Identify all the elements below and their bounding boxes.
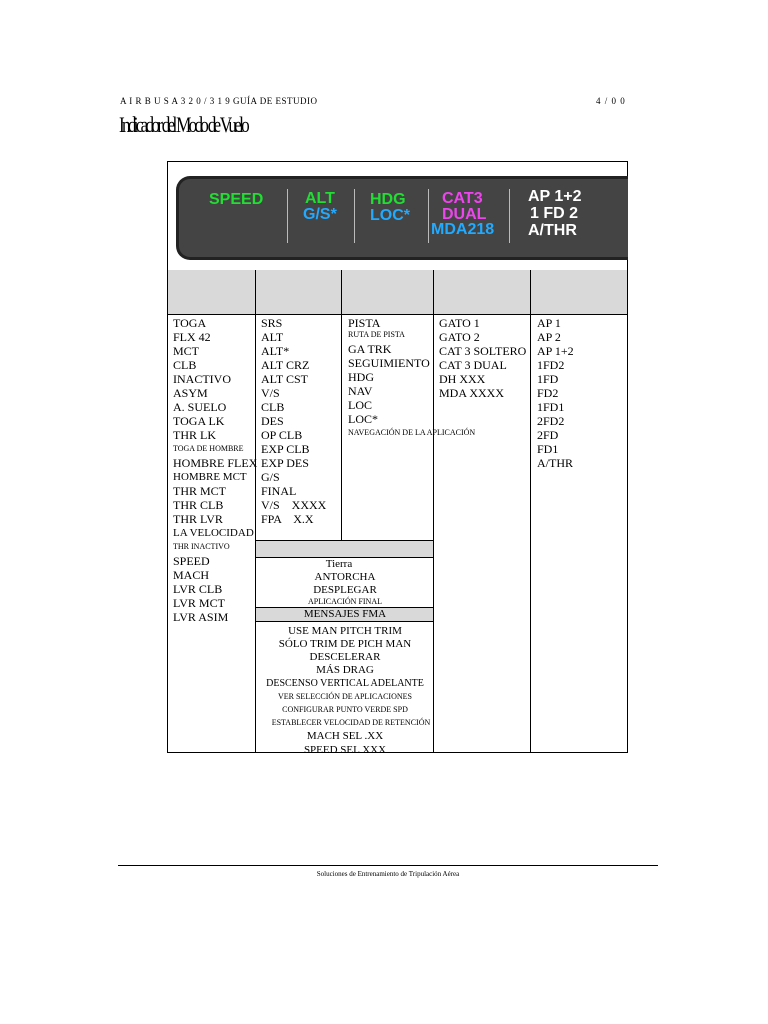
list-item: GATO 1 [439,316,480,330]
fma-messages-list [256,625,434,757]
section-band [256,541,433,557]
list-item: MACH SEL .XX [306,730,384,742]
list-item: PISTA [348,316,381,330]
list-item: LA VELOCIDAD [173,527,254,539]
list-item: ANTORCHA [314,571,376,583]
vertical-modes-column [261,316,326,526]
list-item: DESPLEGAR [313,584,377,596]
list-item: TOGA DE HOMBRE [173,444,244,453]
list-item: 1FD1 [537,400,565,414]
list-item: 2FD [537,428,559,442]
list-item: AP 1+2 [537,344,574,358]
list-item: A. SUELO [173,400,227,414]
list-item: THR MCT [173,484,227,498]
list-item: RUTA DE PISTA [348,330,405,339]
list-item: MÁS DRAG [316,664,374,676]
list-item: MDA XXXX [439,386,505,400]
list-item: SRS [261,316,283,330]
list-item: MCT [173,344,200,358]
list-item: ESTABLECER VELOCIDAD DE RETENCIÓN [271,718,431,727]
list-item: LVR ASIM [173,610,229,624]
list-item: DESCENSO VERTICAL ADELANTE [266,678,424,689]
list-item: HDG [348,370,374,384]
column-header [168,270,255,314]
list-item: THR LK [173,428,216,442]
list-item: SEGUIMIENTO [348,356,430,370]
list-item: AP 1 [537,316,561,330]
list-item: USE MAN PITCH TRIM [288,625,402,637]
list-item: LVR CLB [173,582,223,596]
list-item: VER SELECCIÓN DE APLICACIONES [277,692,412,701]
list-item: ALT* [261,344,290,358]
fma-approach-type: DUAL [442,206,487,223]
list-item: LOC [348,398,372,412]
column-header [531,270,627,314]
grid-line [167,314,628,315]
list-item: SPEED [173,554,210,568]
list-item: SPEED SEL XXX [303,744,387,756]
list-item: FINAL [261,484,297,498]
list-item: 2FD2 [537,414,565,428]
list-item: HOMBRE MCT [173,471,247,483]
list-item: EXP CLB [261,442,310,456]
list-item: TOGA [173,316,207,330]
list-item: CAT 3 DUAL [439,358,507,372]
fma-vertical-mode: ALT [305,190,335,207]
list-item: FLX 42 [173,330,211,344]
fma-speed-mode: SPEED [209,191,264,208]
list-item: V/S XXXX [261,498,327,512]
list-item: EXP DES [261,456,309,470]
list-item: FD2 [537,386,559,400]
list-item: ALT CRZ [261,358,310,372]
document-header: A I R B U S A 3 2 0 / 3 1 9 GUÍA DE ESTUDIO [120,96,318,106]
fma-autopilot: AP 1+2 [528,188,582,205]
fma-separator [509,189,510,243]
grid-line [530,270,531,753]
footer-divider [118,865,658,866]
fma-lateral-mode: HDG [370,191,406,208]
list-item: CAT 3 SOLTERO [439,344,527,358]
list-item: 1FD [537,372,559,386]
grid-line [341,270,342,540]
list-item: A/THR [537,456,573,470]
list-item: V/S [261,386,280,400]
column-header [342,270,433,314]
list-item: NAV [348,384,373,398]
list-item: CLB [173,358,197,372]
page-footer: Soluciones de Entrenamiento de Tripulación Aérea [316,870,460,878]
column-header [256,270,341,314]
list-item: SÓLO TRIM DE PICH MAN [278,638,412,650]
list-item: CLB [261,400,285,414]
list-item: ASYM [173,386,208,400]
list-item: DH XXX [439,372,486,386]
list-item: MACH [173,568,210,582]
fma-display-panel [176,176,628,260]
page-title: Indicador del Modo de Vuelo [119,112,247,137]
fma-vertical-armed: G/S* [303,206,337,223]
fma-autothrust: A/THR [528,222,577,239]
fma-separator [428,189,429,243]
list-item: FD1 [537,442,559,456]
list-item: OP CLB [261,428,303,442]
autothrust-modes-column [173,316,257,624]
list-item: NAVEGACIÓN DE LA APLICACIÓN [348,428,476,437]
column-header [434,270,530,314]
list-item: HOMBRE FLEX [173,456,258,470]
list-item: DESCELERAR [309,651,381,663]
list-item: GA TRK [348,342,392,356]
list-item: THR INACTIVO [173,542,230,551]
list-item: LOC* [348,412,378,426]
list-item: THR CLB [173,498,224,512]
list-item: THR LVR [173,512,223,526]
list-item: DES [261,414,284,428]
list-item: LVR MCT [173,596,225,610]
list-item: GATO 2 [439,330,480,344]
list-item: Tierra [325,558,353,570]
grid-line [255,621,434,622]
fma-separator [287,189,288,243]
list-item: ALT [261,330,284,344]
list-item: APLICACIÓN FINAL [308,597,382,606]
list-item: ALT CST [261,372,309,386]
list-item: CONFIGURAR PUNTO VERDE SPD [282,705,408,714]
list-item: 1FD2 [537,358,565,372]
list-item: AP 2 [537,330,561,344]
list-item: TOGA LK [173,414,225,428]
list-item: INACTIVO [173,372,231,386]
fma-separator [354,189,355,243]
engagement-column [537,316,574,470]
page-number: 4 / 0 0 [596,96,626,106]
fma-lateral-armed: LOC* [370,207,410,224]
fma-approach-cat: CAT3 [442,190,483,207]
messages-title: MENSAJES FMA [303,608,387,620]
fma-flight-director: 1 FD 2 [530,205,579,222]
list-item: G/S [261,470,280,484]
list-item: FPA X.X [261,512,314,526]
approach-column [439,316,526,400]
fma-minimums: MDA218 [431,221,495,238]
ground-modes-block [256,558,434,606]
